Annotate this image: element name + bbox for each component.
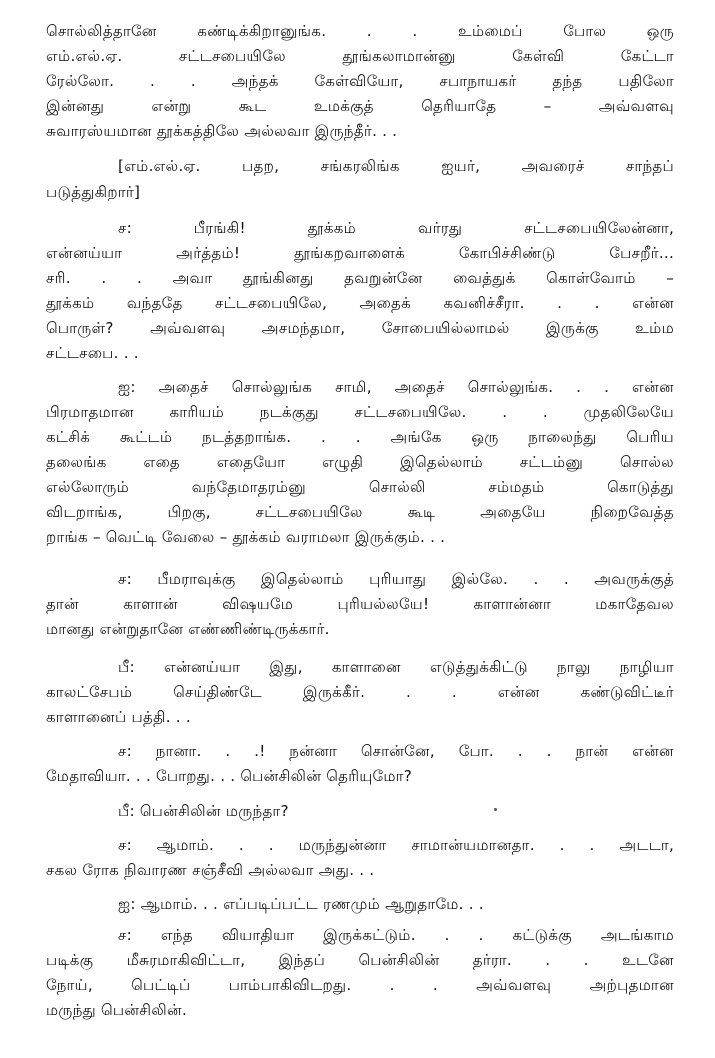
text-line: காலட்சேபம் செய்திண்டே இருக்கீர். . . என்ன கண்டுவிட்டீர் [46,683,674,701]
stage-direction-line: படுத்துகிறார்] [46,183,141,201]
text-line: சுவாரஸ்யமான தூக்கத்திலே அல்லவா இருந்தீர். . . [46,122,398,140]
stage-direction-line: [எம்.எல்.ஏ. பதற, சங்கரலிங்க ஐயர், அவரைச் சாந்தப் [118,157,674,175]
text-line: விடறாங்க, பிறகு, சட்டசபையிலே கூடி அதையே நிறைவேத்த [46,503,674,521]
text-line: தான் காளான் விஷயமே புரியல்லயே! காளான்னா மகாதேவல [46,595,674,613]
dialogue-line: ஐ: ஆமாம். . . எப்படிப்பட்ட ரணமும் ஆறுதாமே. . . [118,895,484,913]
text-line: காளானைப் பத்தி. . . [46,708,191,726]
text-line: மானது என்றுதானே எண்ணிண்டிருக்கார். [46,620,330,638]
text-line: றாங்க – வெட்டி வேலை – தூக்கம் வராமலா இருக்கும். . . [46,528,446,546]
dialogue-line: ச: நானா. . .! நன்னா சொன்னே, போ. . . நான் என்ன [118,742,674,760]
dialogue-line: ச: பீரங்கி! தூக்கம் வர்ரது சட்டசபையிலேன்னா, [118,219,674,237]
text-line: என்னய்யா அர்த்தம்! தூங்கறவாளைக் கோபிச்சிண்டு பேசறீர்... [46,244,674,262]
scan-speck [494,808,497,811]
dialogue-line: பீ: பென்சிலின் மருந்தா? [118,802,289,820]
dialogue-line: ச: ஆமாம். . . மருந்துன்னா சாமான்யமானதா. . . அடடா, [118,836,674,854]
text-line: ரேல்லோ. . . அந்தக் கேள்வியோ, சபாநாயகர் தந்த பதிலோ [46,72,674,90]
text-line: எல்லோரும் வந்தேமாதரம்னு சொல்லி சம்மதம் கொடுத்து [46,478,674,496]
text-line: சரி. . . அவா தூங்கினது தவறுன்னே வைத்துக் கொள்வோம் – [46,269,674,287]
text-line: பொருள்? அவ்வளவு அசமந்தமா, சோபையில்லாமல் இருக்கு உம்ம [46,319,674,337]
text-line: மருந்து பென்சிலின். [46,1001,188,1019]
text-line: தலைங்க எதை எதையோ எழுதி இதெல்லாம் சட்டம்னு சொல்ல [46,453,674,471]
dialogue-line: ஐ: அதைச் சொல்லுங்க சாமி, அதைச் சொல்லுங்க. . . என்ன [118,378,674,396]
dialogue-line: பீ: என்னய்யா இது, காளானை எடுத்துக்கிட்டு நாலு நாழியா [118,658,674,676]
text-line: தூக்கம் வந்ததே சட்டசபையிலே, அதைக் கவனிச்சீரா. . . என்ன [46,294,674,312]
text-line: கட்சிக் கூட்டம் நடத்தறாங்க. . . அங்கே ஒரு நாலைந்து பெரிய [46,428,674,446]
text-line: இன்னது என்று கூட உமக்குத் தெரியாதே – அவ்வளவு [46,97,674,115]
text-line: சொல்லித்தானே கண்டிக்கிறானுங்க. . . உம்மைப் போல ஒரு [46,22,674,40]
text-line: சட்டசபை. . . [46,344,139,362]
text-line: படிக்கு மீசுரமாகிவிட்டா, இந்தப் பென்சிலின் தர்ரா. . . உடனே [46,951,674,969]
text-line: மேதாவியா. . . போறது. . . பென்சிலின் தெரியுமோ? [46,767,412,785]
text-line: பிரமாதமான காரியம் நடக்குது சட்டசபையிலே. . . முதலிலேயே [46,403,674,421]
text-line: நோய், பெட்டிப் பாம்பாகிவிடறது. . . அவ்வளவு அற்புதமான [46,976,674,994]
dialogue-line: ச: எந்த வியாதியா இருக்கட்டும். . . கட்டுக்கு அடங்காம [118,926,674,944]
dialogue-line: ச: பீமராவுக்கு இதெல்லாம் புரியாது இல்லே. . . அவருக்குத் [118,570,674,588]
text-line: எம்.எல்.ஏ. சட்டசபையிலே தூங்கலாமான்னு கேள்வி கேட்டா [46,47,674,65]
text-line: சகல ரோக நிவாரண சஞ்சீவி அல்லவா அது. . . [46,861,375,879]
